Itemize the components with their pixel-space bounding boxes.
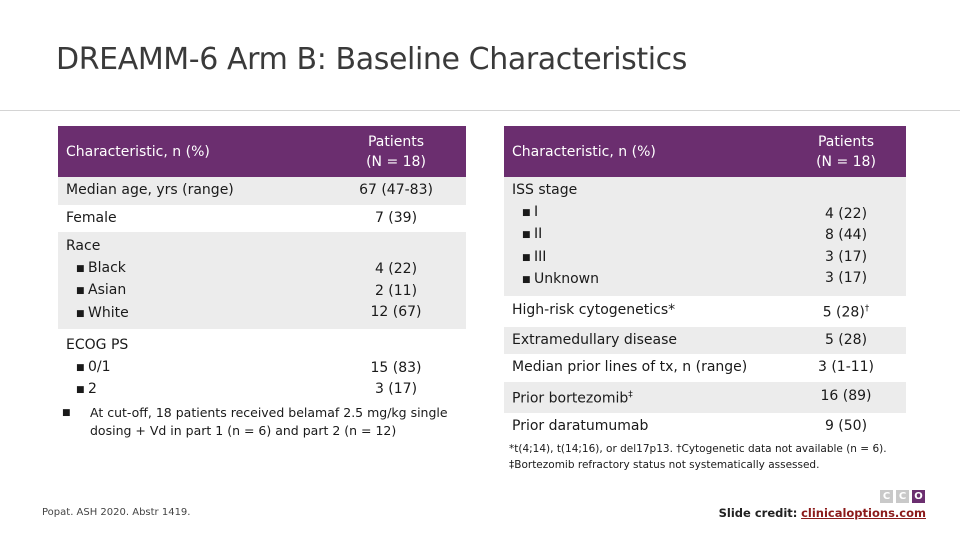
logo-letter: C — [896, 490, 909, 503]
footnote-cytogenetics: *t(4;14), t(14;16), or del17p13. †Cytogenetic data not available (n = 6). — [509, 443, 887, 455]
row-label-bortezomib: Prior bortezomib‡ — [504, 382, 786, 413]
table-row — [504, 413, 906, 441]
bullet-icon: ■ — [76, 385, 85, 395]
row-value-age: 67 (47-83) — [326, 177, 466, 205]
right-table-header — [504, 126, 906, 177]
row-value-bortezomib: 16 (89) — [786, 382, 906, 413]
row-label-iss: ISS stage ■ I ■ II ■ III ■ Unknown — [504, 177, 786, 296]
bullet-icon: ■ — [522, 275, 531, 285]
table-row — [504, 296, 906, 327]
cco-logo — [880, 490, 925, 503]
row-value-daratumumab: 9 (50) — [824, 417, 868, 434]
table-row — [504, 327, 906, 355]
row-label-daratumumab: Prior daratumumab — [512, 417, 649, 434]
row-label-extramedullary: Extramedullary disease — [504, 327, 786, 355]
bullet-icon: ■ — [522, 252, 531, 263]
row-value-race: 4 (22) 2 (11) 12 (67) — [326, 232, 466, 329]
title-divider — [0, 110, 960, 111]
bullet-icon: ■ — [522, 230, 531, 240]
right-header-patients: Patients (N = 18) — [786, 126, 906, 177]
row-label-cytogenetics: High-risk cytogenetics* — [512, 302, 676, 319]
row-value-ecog: 15 (83) 3 (17) — [370, 359, 422, 397]
bullet-icon: ■ — [522, 207, 531, 218]
left-header-characteristic: Characteristic, n (%) — [58, 126, 326, 177]
table-row — [504, 382, 906, 413]
row-value-prior-lines: 3 (1-11) — [817, 359, 875, 376]
table-footnotes — [509, 441, 949, 473]
table-row — [58, 177, 466, 205]
slide-credit — [719, 506, 926, 520]
row-value-iss: 4 (22) 8 (44) 3 (17) 3 (17) — [786, 177, 906, 296]
row-label-prior-lines: Median prior lines of tx, n (range) — [512, 359, 748, 376]
row-value-cytogenetics: 5 (28)† — [822, 303, 870, 321]
table-row — [504, 177, 906, 296]
bullet-icon: ■ — [62, 408, 71, 418]
table-row — [58, 329, 466, 408]
row-label-age: Median age, yrs (range) — [58, 177, 326, 205]
credit-link[interactable]: clinicaloptions.com — [801, 506, 926, 520]
row-value-female: 7 (39) — [374, 209, 418, 226]
right-characteristics-table — [504, 126, 906, 440]
bullet-icon: ■ — [76, 308, 85, 319]
bullet-icon: ■ — [76, 362, 85, 373]
page-title: DREAMM-6 Arm B: Baseline Characteristics — [56, 42, 687, 77]
left-table-header — [58, 126, 466, 177]
footnote-bortezomib: ‡Bortezomib refractory status not systematically assessed. — [509, 459, 820, 471]
row-label-race: Race ■ Black ■ Asian ■ White — [58, 232, 326, 329]
cutoff-note: ■ At cut-off, 18 patients received belamaf 2.5 mg/kg single dosing + Vd in part 1 (n = 6) and part 2 (n = 12) — [62, 405, 448, 438]
table-row — [58, 205, 466, 233]
row-label-female: Female — [66, 209, 117, 226]
credit-label: Slide credit: — [718, 506, 798, 520]
row-label-ecog: ECOG PS ■ 0/1 ■ 2 — [58, 329, 326, 408]
left-header-patients: Patients (N = 18) — [326, 126, 466, 177]
table-row — [504, 354, 906, 382]
citation: Popat. ASH 2020. Abstr 1419. — [42, 507, 191, 518]
bullet-icon: ■ — [76, 286, 85, 296]
logo-letter: O — [912, 490, 925, 503]
bullet-icon: ■ — [76, 263, 85, 274]
left-characteristics-table — [58, 126, 466, 408]
table-row — [58, 232, 466, 329]
logo-letter: C — [880, 490, 893, 503]
right-header-characteristic: Characteristic, n (%) — [504, 126, 786, 177]
row-value-extramedullary: 5 (28) — [786, 327, 906, 355]
